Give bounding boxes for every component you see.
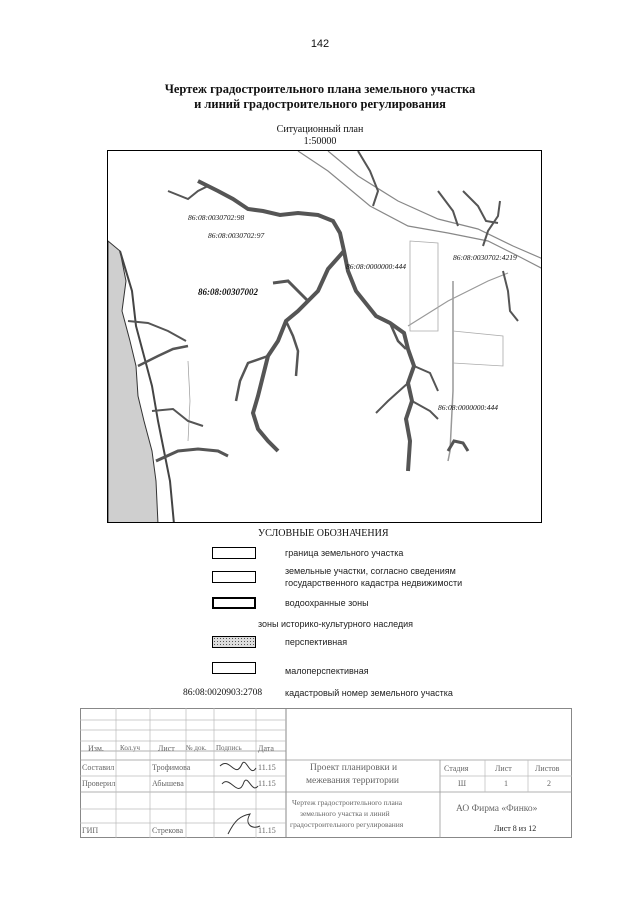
document-title (0, 82, 640, 112)
legend-heritage-heading: зоны историко-культурного наследия (258, 619, 414, 629)
river-main (198, 181, 414, 471)
stamp-project-line-1: Проект планировки и (310, 763, 398, 773)
legend-text-cadastre-1: земельные участки, согласно сведениям (285, 566, 456, 576)
stamp-role-3: ГИП (82, 826, 99, 835)
legend-swatch-cadastre (212, 571, 256, 583)
map-drawing (108, 151, 542, 523)
road-4 (408, 273, 508, 326)
river-right-3 (376, 383, 408, 413)
legend-swatch-water-zone (212, 597, 256, 609)
page-number: 142 (310, 38, 330, 50)
legend-text-heritage-perspective: перспективная (285, 637, 348, 647)
stamp-header-ndok: № док. (186, 744, 207, 752)
stamp-role-2: Проверил (82, 779, 116, 788)
stamp-header-podpis: Подпись (216, 744, 242, 752)
label-parcel-444-top: 86:08:0000000:444 (346, 262, 406, 271)
legend-swatch-heritage-perspective (212, 636, 256, 648)
legend-text-water-zone: водоохранные зоны (285, 598, 369, 608)
legend-text-heritage-low: малоперспективная (285, 666, 369, 676)
legend-text-cadastre-2: государственного кадастра недвижимости (285, 578, 463, 588)
stamp-project-line-2: межевания территории (306, 776, 400, 786)
label-block: 86:08:00307002 (198, 287, 258, 297)
map-subtitle (0, 124, 640, 148)
situational-map (107, 150, 542, 523)
river-north (168, 186, 208, 199)
river-right-2 (414, 366, 438, 391)
stamp-role-1: Составил (82, 763, 115, 772)
stamp-value-list: 1 (504, 779, 508, 788)
stamp-doc-line-3: градостроительного регулирования (290, 820, 404, 829)
legend-text-parcel-boundary: граница земельного участка (285, 548, 404, 558)
stamp-sheet: Лист 8 из 12 (494, 824, 537, 833)
stamp-name-1: Трофимова (152, 763, 191, 772)
stamp-header-kol: Кол.уч (120, 744, 140, 752)
stamp-header-list2: Лист (495, 764, 512, 773)
stamp-value-listov: 2 (547, 779, 551, 788)
legend-swatch-parcel-boundary (212, 547, 256, 559)
stamp-date-1: 11.15 (258, 763, 276, 772)
thin-line (188, 361, 190, 441)
river-tributary-1 (273, 281, 308, 301)
river-right-4 (412, 401, 438, 419)
stamp-doc-line-2: земельного участка и линий (300, 809, 390, 818)
stamp-value-stadia: Ш (458, 779, 467, 788)
map-scale: 1:50000 (303, 136, 337, 147)
road-3 (448, 281, 453, 461)
signature-3 (228, 814, 260, 834)
title-block (80, 708, 572, 838)
title-block-grid (80, 708, 572, 838)
map-heading: Ситуационный план (276, 124, 364, 135)
label-parcel-4219: 86:08:0030702:4219 (453, 253, 517, 262)
stamp-name-2: Абышева (152, 779, 184, 788)
signature-2 (222, 780, 258, 788)
river-left-branch-3 (152, 409, 203, 426)
stamp-date-2: 11.15 (258, 779, 276, 788)
river-north-3 (438, 191, 458, 226)
road-1 (298, 151, 542, 269)
stamp-date-3: 11.15 (258, 826, 276, 835)
stamp-doc-line-1: Чертеж градостроительного плана (292, 798, 403, 807)
river-left-branch-1 (138, 346, 188, 366)
legend-swatch-heritage-low (212, 662, 256, 674)
parcel-outline-2 (453, 331, 503, 366)
label-parcel-444-bottom: 86:08:0000000:444 (438, 403, 498, 412)
parcel-outline (410, 241, 438, 331)
stamp-header-data: Дата (258, 744, 274, 753)
stamp-header-list: Лист (158, 744, 175, 753)
legend-title: УСЛОВНЫЕ ОБОЗНАЧЕНИЯ (258, 528, 389, 539)
river-lower-left (156, 449, 228, 461)
title-line-1: Чертеж градостроительного плана земельного участка (164, 82, 476, 96)
legend-cadastral-text: кадастровый номер земельного участка (285, 688, 453, 698)
stamp-name-3: Стрекова (152, 826, 184, 835)
label-parcel-97: 86:08:0030702:97 (208, 231, 265, 240)
legend-cadastral-example: 86:08:0020903:2708 (183, 688, 263, 698)
river-tributary-2 (286, 321, 298, 376)
title-line-2: и линий градостроительного регулирования (194, 97, 446, 111)
label-parcel-98: 86:08:0030702:98 (188, 213, 245, 222)
stamp-company: АО Фирма «Финко» (456, 804, 538, 814)
stamp-header-izm: Изм. (88, 744, 104, 753)
stamp-header-listov: Листов (535, 764, 560, 773)
river-east (463, 191, 498, 223)
stamp-header-stadia: Стадия (444, 764, 469, 773)
river-east-3 (503, 271, 518, 321)
signature-1 (220, 762, 256, 770)
